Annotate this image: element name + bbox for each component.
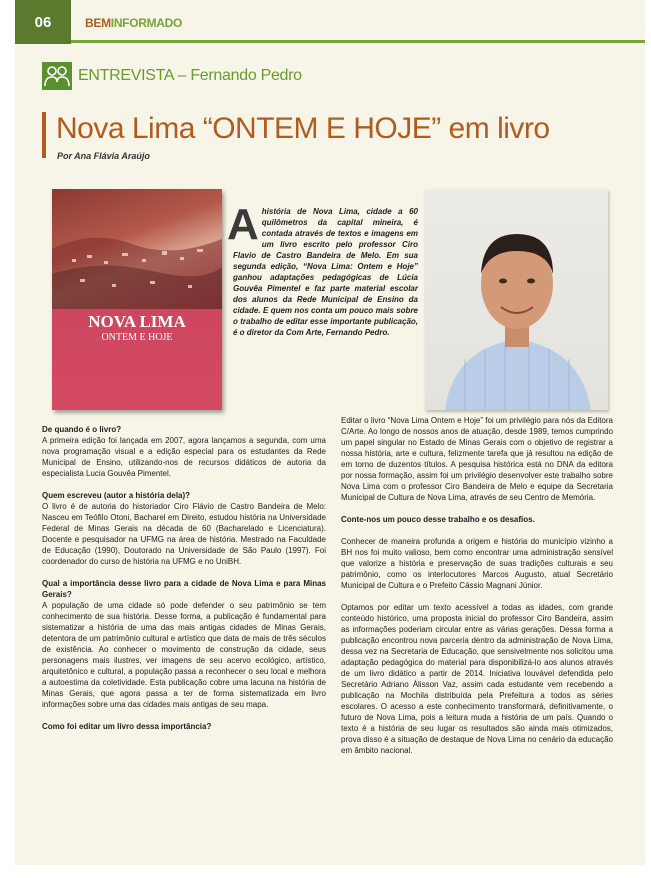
section-separator: – <box>177 67 187 84</box>
answer: Editar o livro “Nova Lima Ontem e Hoje” foi um privilégio para nós da Editora C/Arte. Ao longo de nossos anos de atuação, desde 1989, temos cumprindo um papel singular no Estado de Minas Gerais com o objetivo de registrar a nossa história, arte e cultura, felizmente tarefa que já resultou na edição de em torno de duzentos títulos. A pesquisa histórica está no DNA da editora por nossa formação, assim foi um privilégio desenvolver este trabalho sobre Nova Lima com o professor Ciro Bandeira de Melo e equipe da Secretaria Municipal de Cultura de Nova Lima, através de seu Centro de Memória. <box>341 416 613 502</box>
qa-block <box>42 578 326 710</box>
right-column <box>341 415 613 767</box>
qa-block <box>42 490 326 567</box>
answer: A primeira edição foi lançada em 2007, agora lançamos a segunda, com uma nova programação visual e a edição especial para os estudantes da Rede Municipal de Ensino, utilizando-nos de recursos didáticos de autoria da especialista Lucia Gouvêa Pimentel. <box>42 436 326 478</box>
section-header <box>42 62 302 90</box>
article-byline: Por Ana Flávia Araújo <box>57 151 150 161</box>
answer: Optamos por editar um texto acessível a todas as idades, com grande conteúdo histórico, uma proposta inicial do professor Ciro Bandeira, assim as informações poderiam circular entre as várias gerações. Dessa forma a publicação encontrou nova parceria dentro da administração de Nova Lima, dessa vez na Secretaria de Educação, que sensivelmente nos solicitou uma adaptação pedagógica do material para disponibilizá-lo aos alunos através de um livro didático a partir de 2014. Iniciativa louvável defendida pelo Secretário Adriano Álisson Vaz, assim cada estudante vem recebendo a publicação na Mochila distribuída pela Prefeitura a todos as séries escolares. O acesso a este conhecimento transformará, definitivamente, o futuro de Nova Lima, pois a leitura muda a história de um país. Quando o texto é a história de seu lugar os resultados são ainda mais otimizados, prova disso é a situação de destaque de Nova Lima no cenário da educação em âmbito nacional. <box>341 603 613 755</box>
people-icon <box>42 62 72 90</box>
header-bar <box>15 0 645 44</box>
book-cover-image <box>52 189 222 410</box>
intro-text: história de Nova Lima, cidade a 60 quilômetros da capital mineira, é contada através de textos e imagens em um livro escrito pelo professor Ciro Flavio de Castro Bandeira de Melo. Em sua segunda edição, “Nova Lima: Ontem e Hoje” ganhou adaptações pedagógicas de Lúcia Gouvêa Pimentel e faz parte material escolar dos alunos da Rede Municipal de Ensino da cidade. E quem nos conta um pouco mais sobre o trabalho de editar esse importante publicação, é o diretor da Com Arte, Fernando Pedro. <box>233 207 418 337</box>
book-cover-subtitle: ONTEM E HOJE <box>101 332 173 343</box>
question: Como foi editar um livro dessa importância? <box>42 722 212 731</box>
article-intro <box>227 200 418 338</box>
intro-dropcap: A <box>227 200 259 249</box>
header-rule <box>71 40 645 43</box>
qa-block <box>42 424 326 479</box>
magazine-name-part2: INFORMADO <box>110 16 183 30</box>
page-number: 06 <box>15 0 71 44</box>
section-person: Fernando Pedro <box>190 67 302 84</box>
magazine-name <box>85 16 182 30</box>
answer: Conhecer de maneira profunda a origem e história do município vizinho a BH nos foi muito valioso, bem como encontrar uma administração sensível que valorize a história e preservação de suas tradições culturais e seu patrimônio, como os interlocutores Marcos Augusto, atual Secretário Municipal de Cultura e o Prefeito Cássio Magnani Júnior. <box>341 537 613 590</box>
title-accent-bar <box>42 112 46 158</box>
section-title <box>78 67 302 85</box>
question: De quando é o livro? <box>42 425 122 434</box>
article-title: Nova Lima “ONTEM E HOJE” em livro <box>56 112 550 145</box>
answer: A população de uma cidade só pode defender o seu patrimônio se tem conhecimento de sua história. Desse forma, a publicação é fundamental para sistematizar a história de uma das mais antigas cidades de Minas Gerais, detentora de um patrimônio cultural e artístico que data de mais de três séculos de existência. Ao conhecer o movimento de construção da cidade, seus personagens mais ilustres, ver imagens de seu acervo ecológico, artístico, arquitetônico e cultural, a população passa a reconhecer o seu local e melhora a autoestima da coletividade. Esta publicação cobre uma lacuna na história de Minas Gerais, que agora passa a ter de forma sistematizada em livro informações sobre uma das cidades mais antigas de seu mapa. <box>42 601 326 709</box>
qa-block <box>42 721 326 732</box>
interviewee-portrait <box>425 189 608 410</box>
magazine-name-part1: BEM <box>85 16 111 30</box>
question: Quem escreveu (autor a história dela)? <box>42 491 191 500</box>
section-label: ENTREVISTA <box>78 67 174 84</box>
answer: O livro é de autoria do historiador Ciro Flávio de Castro Bandeira de Melo: Nasceu em Teófilo Otoni, Bacharel em Direito, estudou história na Universidade Federal de Minas Gerais na década de 60 (Bacharelado e Licenciatura). Docente e pesquisador na UFMG na área de história. Mestrado na Faculdade de Educação (1990), Doutorado na Universidade de São Paulo (1997). Foi coordenador do curso de história na UFMG e no UniBH. <box>42 502 326 566</box>
left-column <box>42 424 326 743</box>
question: Qual a importância desse livro para a cidade de Nova Lima e para Minas Gerais? <box>42 579 326 599</box>
book-cover-title: NOVA LIMA <box>88 312 186 331</box>
question: Conte-nos um pouco desse trabalho e os desafios. <box>341 515 535 524</box>
book-cover-photo <box>52 189 222 309</box>
